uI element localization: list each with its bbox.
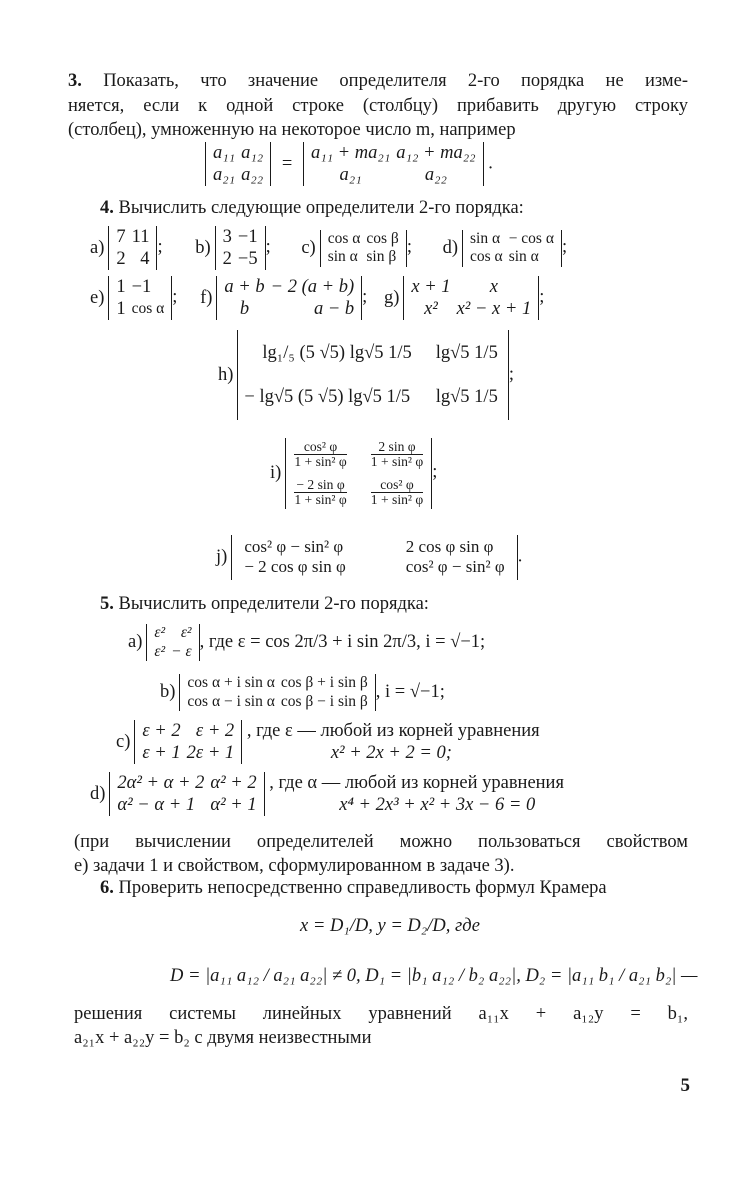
label: d) — [442, 237, 459, 258]
problem-3-example — [205, 142, 493, 186]
cell: cos β + i sin β — [280, 674, 368, 691]
condition-text: , где ε = cos 2π/3 + i sin 2π/3, i = √−1; — [199, 631, 486, 652]
problem-3-number: 3. — [68, 71, 82, 91]
problem-4-text: Вычислить следующие определители 2-го порядка: — [118, 198, 524, 218]
cell: 7 — [116, 227, 126, 247]
problem-3-line-3: (столбец), умноженную на некоторое число m, например — [68, 120, 516, 140]
problem-6-number: 6. — [100, 878, 114, 898]
cell: x + 1 — [411, 277, 451, 297]
denominator: 1 + sin² φ — [294, 454, 347, 470]
label: a) — [128, 631, 143, 652]
separator: ; — [265, 237, 271, 258]
label: b) — [160, 681, 176, 702]
cell: sin α — [470, 229, 501, 247]
cell: ε² — [154, 624, 166, 641]
cell: 1 — [116, 299, 126, 320]
problem-3-line-1 — [68, 71, 688, 92]
cramer-formulas: x = D₁/D, y = D₂/D, где — [300, 916, 480, 936]
denominator: 1 + sin² φ — [370, 454, 424, 470]
determinant-modified — [303, 142, 484, 186]
cell: − cos α — [508, 229, 554, 247]
equals-sign: = — [281, 153, 293, 174]
cell: cos β — [366, 229, 399, 247]
cell: −1 — [237, 227, 258, 247]
condition-text: , где ε — любой из корней уравнения — [246, 721, 540, 741]
label: b) — [195, 237, 211, 258]
cell: − lg√5 (5 √5) lg√5 1/5 — [244, 387, 411, 408]
problem-5-note-1: (при вычислении определителей можно пользоваться свойством — [74, 832, 688, 852]
label: i) — [270, 462, 282, 483]
numerator: cos² φ — [371, 478, 423, 493]
numerator: − 2 sin φ — [294, 478, 346, 493]
numerator: cos² φ — [294, 440, 346, 455]
problem-5-text: Вычислить определители 2-го порядка: — [118, 594, 429, 614]
cell: ε + 2 — [142, 721, 181, 741]
cell: − ε — [171, 642, 192, 660]
page-number: 5 — [680, 1075, 690, 1096]
cell: cos α + i sin α — [187, 674, 275, 691]
cell: a₂₂ — [241, 165, 264, 186]
cell: 11 — [131, 227, 150, 247]
problem-3-line-2: няется, если к одной строке (столбцу) прибавить другую строку — [68, 96, 688, 116]
fraction — [371, 440, 423, 470]
condition-block — [269, 772, 564, 816]
cell: ε + 2 — [195, 721, 235, 741]
label: d) — [90, 783, 106, 804]
cell: 4 — [140, 249, 150, 270]
cell: a₂₁ — [213, 165, 236, 186]
det-4d — [442, 229, 568, 266]
label: c) — [301, 237, 316, 258]
condition-text: , i = √−1; — [375, 681, 445, 702]
cell: α² − α + 1 — [117, 795, 196, 816]
cell: 2 — [116, 249, 126, 270]
label: j) — [216, 546, 228, 567]
problem-5-note-2: e) задачи 1 и свойством, сформулированном в задаче 3). — [74, 856, 515, 876]
cell: a₁₂ + ma₂₂ — [396, 143, 476, 163]
cell: a + b — [224, 277, 265, 297]
problem-6-text: Проверить непосредственно справедливость формул Крамера — [118, 878, 607, 898]
separator: ; — [362, 287, 368, 308]
problem-6-line-1 — [100, 878, 607, 899]
cell: 2 — [222, 249, 232, 270]
cell: α² + 1 — [210, 795, 257, 816]
cell: cos α — [470, 248, 503, 266]
cell: a₁₁ + ma₂₁ — [310, 143, 391, 163]
cell: sin α — [508, 248, 539, 266]
separator: ; — [432, 462, 438, 483]
cell: 2ε + 1 — [186, 743, 235, 764]
cell: b — [239, 299, 250, 320]
det-5a — [128, 624, 485, 661]
cell: α² + 2 — [210, 773, 257, 793]
separator: ; — [157, 237, 163, 258]
problem-4-number: 4. — [100, 198, 114, 218]
cell: − 2 (a + b) — [270, 277, 355, 297]
fraction — [371, 478, 423, 508]
cell: ε + 1 — [142, 743, 181, 764]
label: g) — [383, 287, 400, 308]
cell: a₂₁ — [339, 165, 362, 186]
det-4j — [216, 535, 522, 580]
separator: ; — [406, 237, 412, 258]
equation: x² + 2x + 2 = 0; — [330, 743, 452, 764]
cell: 2α² + α + 2 — [117, 773, 205, 793]
label: f) — [200, 287, 213, 308]
cell: x² — [424, 299, 438, 320]
problem-3-text-1: Показать, что значение определителя 2-го порядка не изме- — [103, 71, 688, 91]
problem-5-heading — [100, 594, 429, 615]
cell: a₁₂ — [241, 143, 264, 163]
det-5d — [90, 772, 564, 816]
cell: sin β — [366, 248, 397, 266]
period: . — [488, 153, 493, 174]
label: c) — [116, 731, 131, 752]
det-4e — [90, 277, 178, 320]
determinant-original — [205, 142, 271, 186]
cell: cos α — [327, 229, 361, 247]
separator: ; — [172, 287, 178, 308]
cell: cos α — [131, 299, 165, 317]
cell: lg₁/₅ (5 √5) lg√5 1/5 — [262, 343, 412, 363]
det-4c — [301, 229, 412, 266]
cell: a₂₂ — [424, 165, 447, 186]
label: h) — [218, 364, 234, 385]
problem-4-heading — [100, 198, 524, 219]
separator: ; — [508, 364, 514, 385]
fraction — [294, 440, 346, 470]
problem-4-row-1 — [90, 226, 567, 270]
cell: cos β − i sin β — [280, 692, 368, 710]
cell: x — [489, 277, 499, 297]
det-4a — [90, 227, 163, 270]
cell: a − b — [313, 299, 355, 320]
cell: sin α — [327, 248, 358, 266]
denominator: 1 + sin² φ — [370, 491, 424, 507]
problem-5-number: 5. — [100, 594, 114, 614]
cramer-determinants: D = |a₁₁ a₁₂ / a₂₁ a₂₂| ≠ 0, D₁ = |b₁ a₁₂ / b₂ a₂₂|, D₂ = |a₁₁ b₁ / a₂₁ b₂| — — [170, 966, 698, 986]
det-5b — [160, 674, 445, 711]
equation: x⁴ + 2x³ + x² + 3x − 6 = 0 — [339, 795, 536, 816]
numerator: 2 sin φ — [371, 440, 423, 455]
cell: 2 cos φ sin φ — [405, 537, 494, 556]
cell: x² − x + 1 — [456, 299, 532, 320]
cell: lg√5 1/5 — [435, 387, 498, 408]
separator: . — [517, 546, 523, 567]
cell: a₁₁ — [213, 143, 236, 163]
problem-6-line-4: a₂₁x + a₂₂y = b₂ с двумя неизвестными — [74, 1028, 372, 1048]
condition-text: , где α — любой из корней уравнения — [269, 773, 564, 793]
fraction — [294, 478, 346, 508]
cell: −1 — [131, 277, 152, 297]
separator: ; — [561, 237, 568, 258]
det-4b — [195, 227, 271, 270]
det-4h — [218, 330, 514, 420]
cell: lg√5 1/5 — [435, 343, 498, 363]
cell: cos² φ − sin² φ — [405, 557, 505, 577]
problem-6-line-3: решения системы линейных уравнений a₁₁x + a₁₂y = b₁, — [74, 1004, 688, 1024]
cell: 3 — [222, 227, 232, 247]
cell: ε² — [154, 642, 166, 660]
separator: ; — [539, 287, 545, 308]
condition-block — [247, 720, 540, 764]
problem-4-row-2 — [90, 276, 544, 320]
cell: −5 — [237, 249, 258, 270]
cell: cos² φ − sin² φ — [244, 537, 344, 556]
det-5c — [116, 720, 540, 764]
label: a) — [90, 237, 105, 258]
det-4g — [383, 277, 545, 320]
cell: ε² — [180, 624, 192, 641]
label: e) — [90, 287, 105, 308]
denominator: 1 + sin² φ — [294, 491, 347, 507]
cell: 1 — [116, 277, 126, 297]
det-4i — [270, 438, 437, 509]
cell: − 2 cos φ sin φ — [244, 557, 346, 577]
cell: cos α − i sin α — [187, 692, 275, 710]
det-4f — [200, 277, 368, 320]
